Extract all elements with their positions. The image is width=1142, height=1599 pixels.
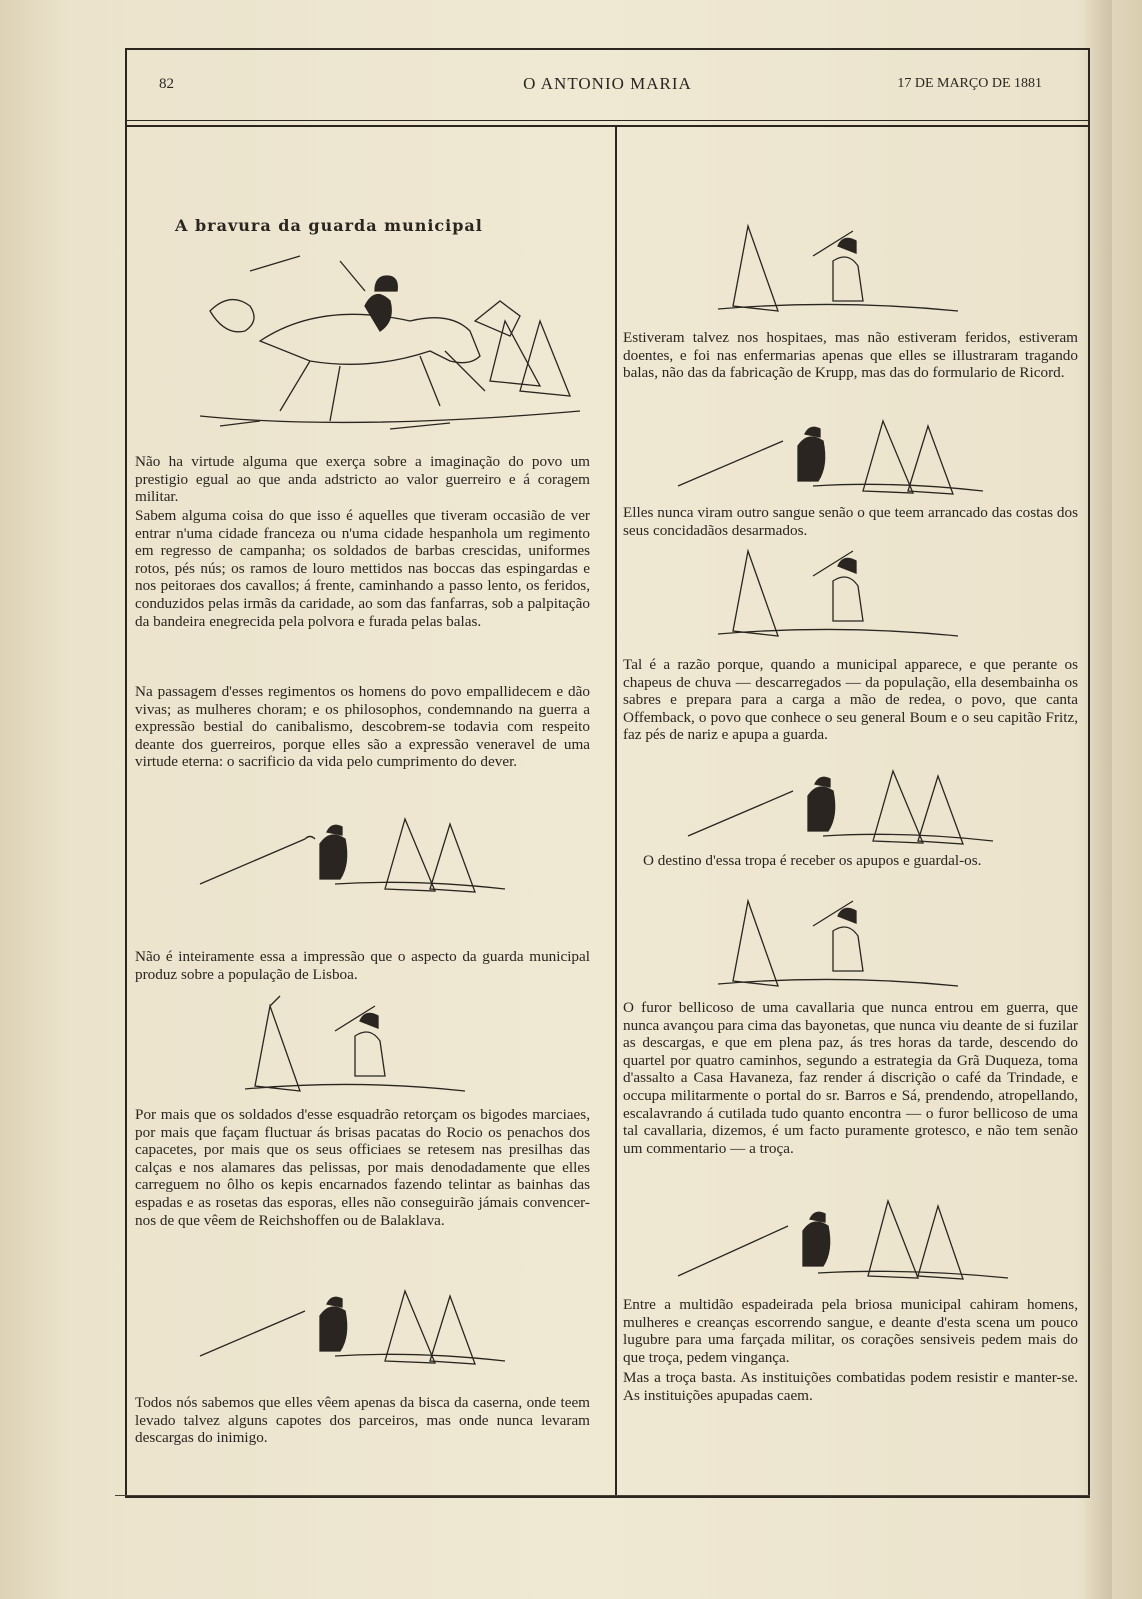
paragraph: Todos nós sabemos que elles vêem apenas da bisca da caserna, onde teem levado talvez alguns capotes dos parceiros, mas onde nunca levaram descargas do inimigo. [135, 1394, 590, 1447]
guard-umbrella-illustration [235, 991, 475, 1096]
guard-umbrella-illustration [713, 886, 963, 991]
newspaper-title: O ANTONIO MARIA [523, 74, 692, 93]
paragraph: Estiveram talvez nos hospitaes, mas não estiveram feridos, estiveram doentes, e foi nas enfermarias apenas que elles se illustraram tragando balas, não das da fabricação de Krupp, mas das do formulario de Ricord. [623, 329, 1078, 382]
article-heading: A bravura da guarda municipal [175, 216, 483, 235]
paragraph: Tal é a razão porque, quando a municipal apparece, e que perante os chapeus de chuva — descarregados — da população, ella desembainha os sabres e prepara para a carga a mão de redea, o povo, que canta Offemback, o povo que conhece o seu general Boum e o seu capitão Fritz, faz pés de nariz e apupa a guarda. [623, 656, 1078, 744]
guard-sword-umbrellas-illustration [673, 411, 993, 501]
paragraph: Mas a troça basta. As instituições combatidas podem resistir e manter-se. As instituições apupadas caem. [623, 1369, 1078, 1404]
issue-date: 17 DE MARÇO DE 1881 [897, 76, 1042, 91]
paragraph: Elles nunca viram outro sangue senão o que teem arrancado das costas dos seus concidadãos desarmados. [623, 504, 1078, 539]
guard-umbrella-illustration [713, 216, 963, 316]
guard-umbrella-illustration [713, 536, 963, 641]
paragraph: Entre a multidão espadeirada pela briosa municipal cahiram homens, mulheres e creanças escorrendo sangue, e deante d'esta scena um pouco lugubre para uma farçada militar, os corações sensiveis pedem mais do que troça, pedem vingança. [623, 1296, 1078, 1366]
guard-sword-umbrellas-illustration [195, 1276, 515, 1366]
guard-sword-umbrellas-illustration [195, 804, 515, 894]
page-number: 82 [159, 76, 174, 92]
header-rule-thick [125, 125, 1090, 127]
guard-sword-umbrellas-illustration [673, 1191, 1013, 1286]
paragraph: O furor bellicoso de uma cavallaria que nunca entrou em guerra, que nunca avançou para cima das bayonetas, que nunca viu deante de si fuzilar as descargas, e que em plena paz, ás tres horas da tarde, descendo do quartel por quatro caminhos, segundo a estrategia da Grã Duqueza, toma d'assalto a Casa Havaneza, faz render á discrição o café da Trindade, e occupa militarmente o portal do sr. Barros e Sá, prendendo, atropellando, escalavrando á cutilada tudo quanto encontra — o furor bellicoso de uma tal cavallaria, dizemos, é um facto puramente grotesco, e não tem senão um commentario — a troça. [623, 999, 1078, 1157]
paragraph: Não ha virtude alguma que exerça sobre a imaginação do povo um prestigio egual ao que anda adstricto ao valor guerreiro e á coragem militar. [135, 453, 590, 506]
paragraph: Por mais que os soldados d'esse esquadrão retorçam os bigodes marciaes, por mais que façam fluctuar ás brisas pacatas do Rocio os penachos dos capacetes, por mais que os seus officiaes se retesem nas presilhas das calças e nos alamares das pelissas, por mais denodadamente que elles carreguem no ôlho os kepis encarnados fazendo telintar as bainhas das espadas e as rosetas das esporas, elles não conseguirão jámais convencer-nos de que vêem de Reichshoffen ou de Balaklava. [135, 1106, 590, 1229]
guard-sword-umbrellas-illustration [683, 761, 1003, 851]
bottom-rule [115, 1495, 1090, 1496]
paragraph: Sabem alguma coisa do que isso é aquelles que tiveram occasião de ver entrar n'uma cidade franceza ou n'uma cidade hespanhola um regimento em regresso de campanha; os soldados de barbas crescidas, uniformes rotos, pés nús; os ramos de louro mettidos nas boccas das espingardas e nos peitoraes dos cavallos; á frente, caminhando a passo lento, os feridos, conduzidos pelas irmãs da caridade, ao som das fanfarras, sob a palpitação da bandeira enegrecida pela polvora e furada pelas balas. [135, 507, 590, 630]
page-header [127, 50, 1088, 120]
paragraph: Na passagem d'esses regimentos os homens do povo empallidecem e dão vivas; as mulheres choram; e os philosophos, condemnando na guerra a expressão bestial do canibalismo, descobrem-se todavia com respeito deante dos guerreiros, porque elles são a expressão veneravel de uma virtude eterna: o sacrificio da vida pelo cumprimento do dever. [135, 683, 590, 771]
column-divider [615, 126, 617, 1496]
header-rule [125, 120, 1090, 121]
paragraph: Não é inteiramente essa a impressão que o aspecto da guarda municipal produz sobre a população de Lisboa. [135, 948, 590, 983]
cavalry-charge-illustration [190, 251, 585, 436]
paragraph: O destino d'essa tropa é receber os apupos e guardal-os. [643, 852, 982, 869]
page-frame [125, 48, 1090, 1498]
